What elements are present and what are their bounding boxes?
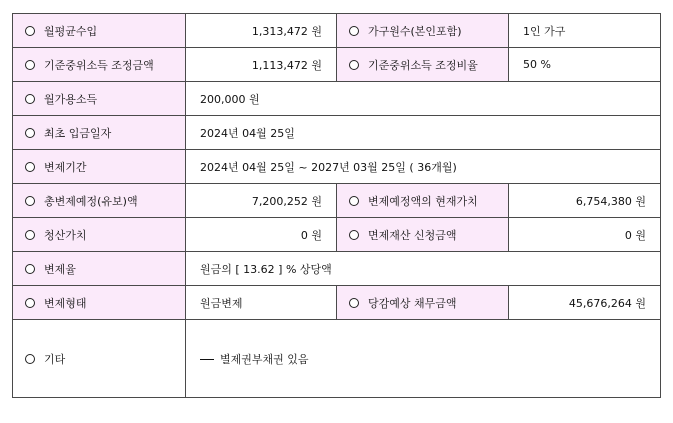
label-cell (13, 184, 186, 218)
table-row (13, 218, 661, 252)
label-cell (13, 218, 186, 252)
present-value-value: 6,754,380 원 (575, 194, 646, 208)
circle-bullet-icon (349, 298, 359, 308)
repayment-rate-label: 변제율 (44, 262, 76, 276)
label-cell (337, 218, 509, 252)
label-cell (13, 252, 186, 286)
household-size-label: 가구원수(본인포함) (368, 24, 462, 38)
circle-bullet-icon (25, 94, 35, 104)
value-cell (186, 218, 337, 252)
median-income-adjusted-amount-label: 기준중위소득 조정금액 (44, 58, 154, 72)
circle-bullet-icon (25, 298, 35, 308)
label-cell (13, 48, 186, 82)
table-row (13, 48, 661, 82)
median-income-adjusted-ratio-label: 기준중위소득 조정비율 (368, 58, 478, 72)
circle-bullet-icon (25, 230, 35, 240)
other-note (186, 351, 660, 367)
monthly-income-value: 1,313,472 원 (251, 24, 322, 38)
circle-bullet-icon (349, 230, 359, 240)
repayment-type-label: 변제형태 (44, 296, 87, 310)
value-cell (509, 184, 661, 218)
repayment-period-value: 2024년 04월 25일 ~ 2027년 03월 25일 ( 36개월) (200, 160, 457, 174)
dash-icon (200, 359, 214, 360)
value-cell (186, 252, 661, 286)
value-cell (186, 14, 337, 48)
label-cell (337, 286, 509, 320)
label-cell (13, 320, 186, 398)
circle-bullet-icon (25, 60, 35, 70)
table-row (13, 14, 661, 48)
present-value-label: 변제예정액의 현재가치 (368, 194, 478, 208)
repayment-plan-table (12, 13, 661, 398)
value-cell (186, 48, 337, 82)
value-cell (509, 14, 661, 48)
expected-debt-amount-label: 당감예상 채무금액 (368, 296, 457, 310)
other-label: 기타 (44, 352, 66, 366)
circle-bullet-icon (25, 162, 35, 172)
circle-bullet-icon (25, 26, 35, 36)
circle-bullet-icon (25, 264, 35, 274)
median-income-adjusted-amount-value: 1,113,472 원 (251, 58, 322, 72)
exempt-property-amount-label: 면제재산 신청금액 (368, 228, 457, 242)
repayment-type-value: 원금변제 (200, 296, 243, 310)
monthly-disposable-income-label: 월가용소득 (44, 92, 98, 106)
first-deposit-date-value: 2024년 04월 25일 (200, 126, 295, 140)
value-cell (186, 116, 661, 150)
table-row (13, 286, 661, 320)
total-planned-repayment-label: 총변제예정(유보)액 (44, 194, 138, 208)
label-cell (337, 48, 509, 82)
circle-bullet-icon (349, 60, 359, 70)
repayment-rate-value: 원금의 [ 13.62 ] % 상당액 (200, 262, 332, 276)
first-deposit-date-label: 최초 입금일자 (44, 126, 112, 140)
liquidation-value-value: 0 원 (300, 228, 322, 242)
circle-bullet-icon (25, 128, 35, 138)
table-row (13, 116, 661, 150)
median-income-adjusted-ratio-value: 50 % (523, 58, 551, 71)
label-cell (13, 116, 186, 150)
label-cell (13, 286, 186, 320)
table-row (13, 82, 661, 116)
value-cell (509, 286, 661, 320)
circle-bullet-icon (349, 196, 359, 206)
value-cell (186, 150, 661, 184)
table-row (13, 184, 661, 218)
circle-bullet-icon (25, 354, 35, 364)
value-cell (509, 218, 661, 252)
table-row (13, 150, 661, 184)
household-size-value: 1인 가구 (523, 24, 566, 38)
value-cell (186, 320, 661, 398)
total-planned-repayment-value: 7,200,252 원 (251, 194, 322, 208)
monthly-disposable-income-value: 200,000 원 (200, 92, 260, 106)
liquidation-value-label: 청산가치 (44, 228, 87, 242)
label-cell (337, 14, 509, 48)
label-cell (13, 14, 186, 48)
repayment-period-label: 변제기간 (44, 160, 87, 174)
value-cell (186, 286, 337, 320)
monthly-income-label: 월평균수입 (44, 24, 98, 38)
label-cell (13, 82, 186, 116)
other-value: 별제권부채권 있음 (220, 352, 309, 366)
value-cell (186, 82, 661, 116)
table-row (13, 252, 661, 286)
table-row (13, 320, 661, 398)
value-cell (509, 48, 661, 82)
circle-bullet-icon (349, 26, 359, 36)
value-cell (186, 184, 337, 218)
expected-debt-amount-value: 45,676,264 원 (568, 296, 646, 310)
label-cell (13, 150, 186, 184)
exempt-property-amount-value: 0 원 (624, 228, 646, 242)
circle-bullet-icon (25, 196, 35, 206)
label-cell (337, 184, 509, 218)
